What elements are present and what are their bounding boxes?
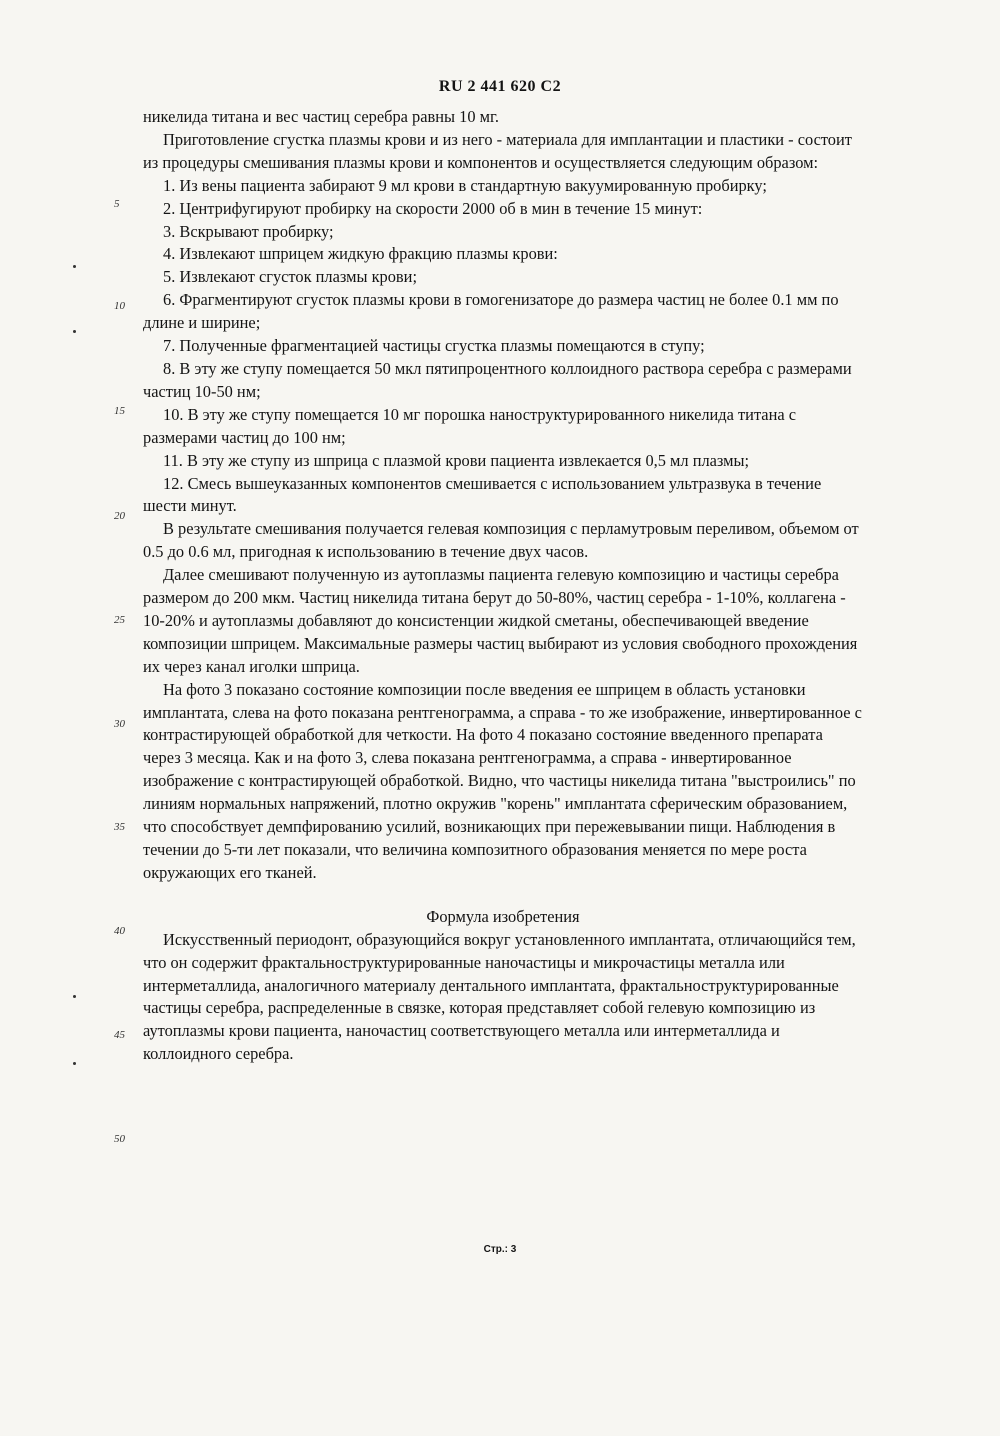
line-number: 35	[114, 821, 125, 833]
line-number: 40	[114, 925, 125, 937]
scan-speck	[73, 1062, 76, 1065]
paragraph: На фото 3 показано состояние композиции после введения ее шприцем в область установки имплантата, слева на фото показана рентгенограмма, а справа - то же изображение, инвертированное с контрастирующей обработкой для четкости. На фото 4 показано состояние введенного препарата через 3 месяца. Как и на фото 3, слева показана рентгенограмма, а справа - инвертированное изображение с контрастирующей обработкой. Видно, что частицы никелида титана "выстроились" по линиям нормальных напряжений, плотно окружив "корень" имплантата сферическим образованием, что способствует демпфированию усилий, возникающих при пережевывании пищи. Наблюдения в течении до 5-ти лет показали, что величина композитного образования меняется по мере роста окружающих его тканей.	[143, 679, 862, 882]
list-item: 6. Фрагментируют сгусток плазмы крови в гомогенизаторе до размера частиц не более 0.1 мм по длине и ширине;	[143, 290, 839, 333]
list-item: 10. В эту же ступу помещается 10 мг порошка наноструктурированного никелида титана с размерами частиц до 100 нм;	[143, 404, 796, 447]
page-number: Стр.: 3	[483, 1244, 517, 1255]
line-number-margin	[0, 0, 140, 1436]
line-number: 45	[114, 1029, 125, 1041]
scan-speck	[73, 330, 76, 333]
line-number: 25	[114, 614, 125, 626]
list-item: 11. В эту же ступу из шприца с плазмой крови пациента извлекается 0,5 мл плазмы;	[163, 450, 750, 470]
scan-speck	[73, 995, 76, 998]
list-item: 8. В эту же ступу помещается 50 мкл пятипроцентного коллоидного раствора серебра с размерами частиц 10-50 нм;	[143, 358, 852, 401]
paragraph: В результате смешивания получается гелевая композиция с перламутровым переливом, объемом от 0.5 до 0.6 мл, пригодная к использованию в течение двух часов.	[143, 519, 859, 562]
line-number: 5	[114, 198, 120, 210]
list-item: 12. Смесь вышеуказанных компонентов смешивается с использованием ультразвука в течение шести минут.	[143, 473, 822, 516]
patent-number-header: RU 2 441 620 C2	[438, 78, 562, 95]
line-number: 15	[114, 405, 125, 417]
scan-speck	[73, 265, 76, 268]
line-number: 30	[114, 718, 125, 730]
list-item: 7. Полученные фрагментацией частицы сгустка плазмы помещаются в ступу;	[163, 336, 705, 356]
paragraph: Далее смешивают полученную из аутоплазмы пациента гелевую композицию и частицы серебра размером до 200 мкм. Частиц никелида титана берут до 50-80%, частиц серебра - 1-10%, коллагена - 10-20% и аутоплазмы добавляют до консистенции жидкой сметаны, обеспечивающей введение композиции шприцем. Максимальные размеры частиц выбирают из условия свободного прохождения их через канал иголки шприца.	[143, 565, 858, 676]
claims-text: Искусственный периодонт, образующийся вокруг установленного имплантата, отличающийся тем, что он содержит фрактальноструктурированные наночастицы и микрочастицы металла или интерметаллида, аналогичного материалу дентального имплантата, фрактальноструктурированные частицы серебра, распределенные в связке, которая представляет собой гелевую композицию из аутоплазмы крови пациента, наночастиц соответствующего металла или интерметаллида и коллоидного серебра.	[143, 929, 856, 1064]
list-item: 2. Центрифугируют пробирку на скорости 2000 об в мин в течение 15 минут:	[163, 198, 703, 218]
list-item: 5. Извлекают сгусток плазмы крови;	[163, 267, 417, 287]
list-item: 1. Из вены пациента забирают 9 мл крови в стандартную вакуумированную пробирку;	[163, 175, 767, 195]
line-number: 20	[114, 510, 125, 522]
paragraph: Приготовление сгустка плазмы крови и из него - материала для имплантации и пластики - состоит из процедуры смешивания плазмы крови и компонентов и осуществляется следующим образом:	[143, 129, 852, 172]
paragraph: никелида титана и вес частиц серебра равны 10 мг.	[143, 107, 499, 126]
list-item: 3. Вскрывают пробирку;	[163, 221, 334, 241]
claims-title: Формула изобретения	[426, 906, 580, 926]
list-item: 4. Извлекают шприцем жидкую фракцию плазмы крови:	[163, 244, 558, 264]
line-number: 10	[114, 300, 125, 312]
line-number: 50	[114, 1133, 125, 1145]
document-body	[143, 106, 863, 1066]
